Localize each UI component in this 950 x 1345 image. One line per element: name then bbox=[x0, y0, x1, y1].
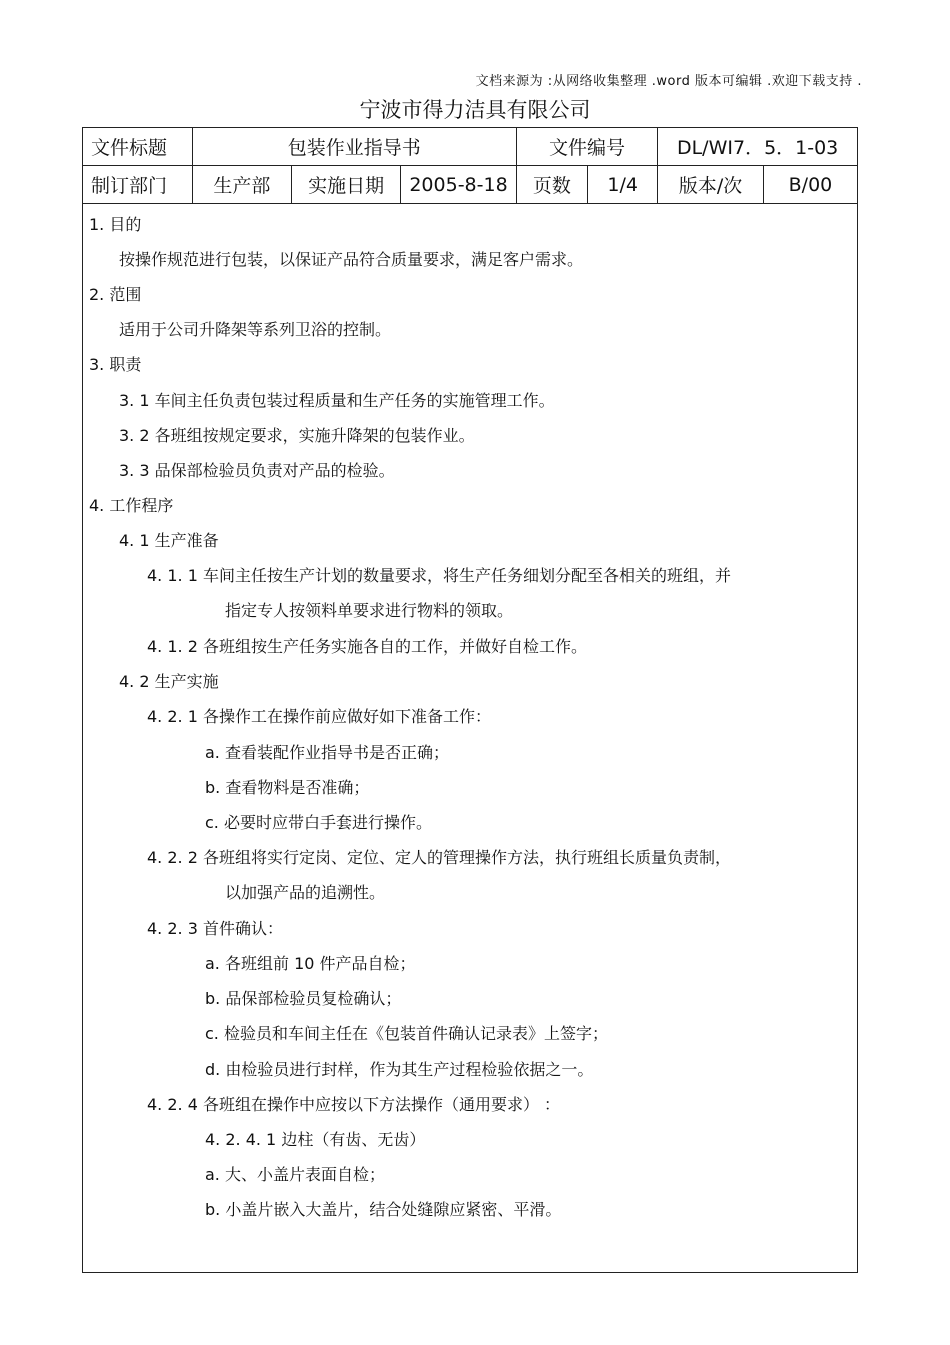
file-title-label: 文件标题 bbox=[83, 128, 192, 166]
version: B/00 bbox=[763, 166, 857, 204]
paragraph: 按操作规范进行包装，以保证产品符合质量要求，满足客户需求。 bbox=[119, 250, 584, 269]
sub-list-item: a. 各班组前 10 件产品自检； bbox=[205, 954, 416, 973]
list-item: 4. 1. 2 各班组按生产任务实施各自的工作，并做好自检工作。 bbox=[147, 637, 587, 656]
section-heading: 4. 工作程序 bbox=[89, 496, 174, 515]
section-heading: 1. 目的 bbox=[89, 215, 142, 234]
sub-list-item: b. 查看物料是否准确； bbox=[205, 778, 370, 797]
paragraph: 适用于公司升降架等系列卫浴的控制。 bbox=[119, 320, 392, 339]
company-name: 宁波市得力洁具有限公司 bbox=[359, 98, 591, 122]
list-item: 4. 2. 1 各操作工在操作前应做好如下准备工作： bbox=[147, 707, 491, 726]
document-frame bbox=[82, 127, 858, 1273]
list-item-continuation: 指定专人按领料单要求进行物料的领取。 bbox=[225, 601, 514, 620]
sub-list-item: 4. 2. 4. 1 边柱（有齿、无齿） bbox=[205, 1130, 426, 1149]
sub-list-item: b. 品保部检验员复检确认； bbox=[205, 989, 402, 1008]
pages-label: 页数 bbox=[516, 166, 587, 204]
dept-label: 制订部门 bbox=[83, 166, 192, 204]
header-table bbox=[83, 128, 857, 204]
section-heading: 2. 范围 bbox=[89, 285, 142, 304]
list-item: 4. 2. 2 各班组将实行定岗、定位、定人的管理操作方法，执行班组长质量负责制， bbox=[147, 848, 731, 867]
pages: 1/4 bbox=[588, 166, 658, 204]
list-item: 4. 1. 1 车间主任按生产计划的数量要求，将生产任务细划分配至各相关的班组，并 bbox=[147, 566, 731, 585]
subsection-heading: 4. 1 生产准备 bbox=[119, 531, 219, 550]
list-item: 4. 2. 3 首件确认： bbox=[147, 919, 283, 938]
dept: 生产部 bbox=[192, 166, 291, 204]
sub-list-item: d. 由检验员进行封样，作为其生产过程检验依据之一。 bbox=[205, 1060, 594, 1079]
sub-list-item: b. 小盖片嵌入大盖片，结合处缝隙应紧密、平滑。 bbox=[205, 1200, 562, 1219]
sub-list-item: c. 必要时应带白手套进行操作。 bbox=[205, 813, 432, 832]
source-note: 文档来源为 :从网络收集整理 .word 版本可编辑 .欢迎下载支持 . bbox=[475, 74, 862, 89]
list-item-continuation: 以加强产品的追溯性。 bbox=[225, 883, 386, 902]
list-item: 3. 2 各班组按规定要求，实施升降架的包装作业。 bbox=[119, 426, 475, 445]
date: 2005-8-18 bbox=[401, 166, 516, 204]
list-item: 4. 2. 4 各班组在操作中应按以下方法操作（通用要求） ： bbox=[147, 1095, 561, 1114]
sub-list-item: a. 大、小盖片表面自检； bbox=[205, 1165, 385, 1184]
subsection-heading: 4. 2 生产实施 bbox=[119, 672, 219, 691]
file-no-label: 文件编号 bbox=[516, 128, 658, 166]
list-item: 3. 1 车间主任负责包装过程质量和生产任务的实施管理工作。 bbox=[119, 391, 555, 410]
date-label: 实施日期 bbox=[291, 166, 400, 204]
list-item: 3. 3 品保部检验员负责对产品的检验。 bbox=[119, 461, 395, 480]
sub-list-item: a. 查看装配作业指导书是否正确； bbox=[205, 743, 449, 762]
file-title: 包装作业指导书 bbox=[192, 128, 516, 166]
version-label: 版本/次 bbox=[658, 166, 764, 204]
section-heading: 3. 职责 bbox=[89, 355, 142, 374]
sub-list-item: c. 检验员和车间主任在《包装首件确认记录表》上签字； bbox=[205, 1024, 608, 1043]
file-no: DL/WI7．5．1-03 bbox=[658, 128, 857, 166]
